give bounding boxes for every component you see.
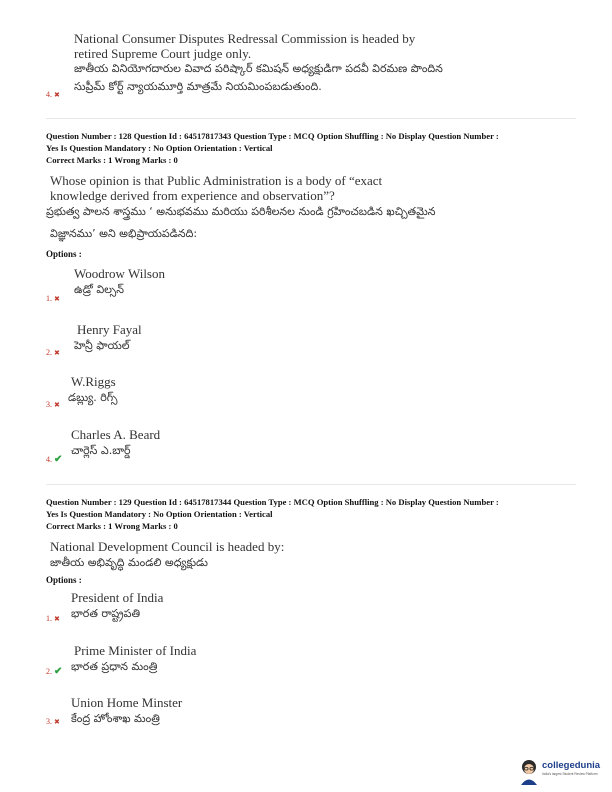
- cross-icon: ✖: [54, 91, 60, 99]
- q128-option-3-te: డబ్ల్యు. రిగ్స్: [68, 391, 118, 404]
- prev-option-te-line2: సుప్రీమ్ కోర్ట్ న్యాయమూర్తి మాత్రమే నియమింపబడుతుంది.: [74, 80, 322, 93]
- collegedunia-logo: [518, 758, 610, 788]
- q128-option-4-te: చార్లెస్ ఎ.బార్డ్: [71, 444, 131, 457]
- q128-option-2-en: Henry Fayal: [77, 322, 142, 337]
- q128-en-line2: knowledge derived from experience and observation”?: [50, 188, 335, 203]
- q128-option-2-number: 2. ✖: [46, 348, 60, 357]
- separator: [46, 484, 576, 485]
- q129-option-1-te: భారత రాష్ట్రపతి: [71, 607, 141, 620]
- q128-option-4-en: Charles A. Beard: [71, 427, 161, 442]
- q129-header-line2: Yes Is Question Mandatory : No Option Orientation : Vertical: [46, 509, 273, 519]
- check-icon: ✔: [54, 454, 63, 465]
- prev-option-en-line2: retired Supreme Court judge only.: [74, 46, 252, 61]
- q129-marks: Correct Marks : 1 Wrong Marks : 0: [46, 521, 178, 531]
- logo-name: collegedunia: [542, 760, 601, 771]
- prev-option-number: 4. ✖: [46, 90, 60, 99]
- logo-tagline: India's largest Student Review Platform: [542, 772, 598, 776]
- q129-option-2-te: భారత ప్రధాన మంత్రి: [71, 660, 158, 673]
- q129-en-line1: National Development Council is headed by:: [50, 539, 285, 554]
- q128-te-line2: విజ్ఞానము’ అని అభిప్రాయపడినది:: [50, 227, 198, 240]
- q128-option-4-number: 4. ✔: [46, 454, 63, 465]
- separator: [46, 118, 576, 119]
- q128-option-3-number: 3. ✖: [46, 400, 60, 409]
- q129-option-3-te: కేంద్ర హోంశాఖ మంత్రి: [71, 712, 160, 725]
- q128-option-1-number: 1. ✖: [46, 294, 60, 303]
- cross-icon: ✖: [54, 349, 60, 357]
- q128-te-line1: ప్రభుత్వ పాలన శాస్త్రము ‘ అనుభవము మరియు పరిశీలనల నుండి గ్రహించబడిన ఖచ్చితమైన: [46, 205, 436, 218]
- q128-option-3-en: W.Riggs: [71, 374, 116, 389]
- mascot-icon: [518, 758, 540, 786]
- cross-icon: ✖: [54, 295, 60, 303]
- prev-option-te-line1: జాతీయ వినియోగదారుల వివాద పరిష్కార్ కమిషన్ అధ్యక్షుడిగా పదవీ విరమణ పొందిన: [74, 62, 443, 75]
- q128-header-line2: Yes Is Question Mandatory : No Option Orientation : Vertical: [46, 143, 273, 153]
- q128-option-1-te: ఉడ్రో విల్సన్: [74, 283, 124, 296]
- q129-option-1-en: President of India: [71, 590, 164, 605]
- cross-icon: ✖: [54, 615, 60, 623]
- q128-en-line1: Whose opinion is that Public Administration is a body of “exact: [50, 173, 383, 188]
- q129-option-3-en: Union Home Minster: [71, 695, 183, 710]
- check-icon: ✔: [54, 666, 63, 677]
- q129-option-3-number: 3. ✖: [46, 717, 60, 726]
- q129-option-2-number: 2. ✔: [46, 666, 63, 677]
- prev-option-en-line1: National Consumer Disputes Redressal Commission is headed by: [74, 31, 416, 46]
- cross-icon: ✖: [54, 401, 60, 409]
- q129-option-2-en: Prime Minister of India: [74, 643, 197, 658]
- cross-icon: ✖: [54, 718, 60, 726]
- q129-header-line1: Question Number : 129 Question Id : 64517817344 Question Type : MCQ Option Shuffling : No Display Question Number :: [46, 497, 499, 507]
- q128-option-2-te: హెన్రీ ఫాయల్: [74, 339, 130, 352]
- q129-option-1-number: 1. ✖: [46, 614, 60, 623]
- q128-options-label: Options :: [46, 249, 82, 259]
- q129-options-label: Options :: [46, 575, 82, 585]
- q128-option-1-en: Woodrow Wilson: [74, 266, 165, 281]
- q128-header-line1: Question Number : 128 Question Id : 64517817343 Question Type : MCQ Option Shuffling : No Display Question Number :: [46, 131, 499, 141]
- q128-marks: Correct Marks : 1 Wrong Marks : 0: [46, 155, 178, 165]
- q129-te-line1: జాతీయ అభివృద్ధి మండలి అధ్యక్షుడు: [50, 556, 208, 569]
